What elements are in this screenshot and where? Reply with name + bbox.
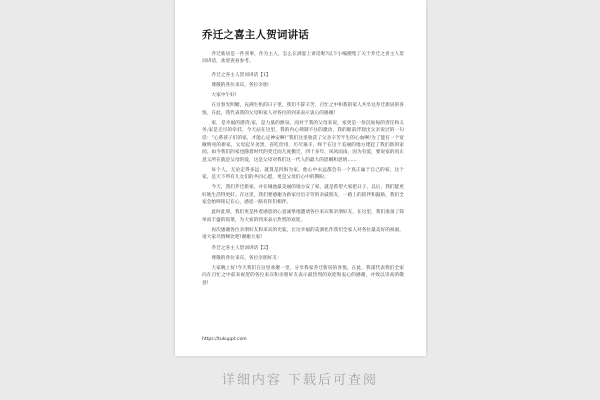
section-heading-1: 乔迁之喜主人贺词讲话【1】 [211,72,271,78]
download-prompt[interactable]: 详细内容 下载后可查阅 [221,372,379,388]
paragraph-intro: 乔迁新居是一件喜事，作为主人，怎么在酒宴上讲话呢?以下小编搜集了关于乔迁之喜主人贺词讲话，欢迎查看参考。 [202,52,404,65]
salutation: 尊敬的各位来宾，各位亲朋： [211,82,273,88]
document-title: 乔迁之喜主人贺词讲话 [202,29,309,41]
paragraph: 此时此刻，我们更是怀着感恩的心意诚挚地邀请各位来宾和亲朋好友，在这里，我们准备了简单而丰盛的饭菜，为大家的到来表示热烈的欢迎。 [202,210,404,223]
salutation: 尊敬的各位来宾，各位亲朋好友： [211,255,282,261]
footer-url: https://tukuppt.com [202,337,247,342]
paragraph: 家，是幸福的港湾;家，是力量的源泉。而对于我的父母来说，家更是一份沉甸甸的责任和义务;家是无尽的牵挂。今天站在这里，我的内心抑制不住的激动，我的眼前浮现出父亲说过的一句话：“心系孩子们的家，才能心定神安啊!”我们这里收获了父亲辛苦半生的心血啊!为了能有一个宽敞明亮的新家，父母起早贪黑，省吃俭用，历尽艰辛，终于在这个美丽的地方建起了我们新的家园。如今我们的家也随着时代的变迁而几度搬迁，四十多年，风风雨雨，因为有爱，要说家的真正意义所在就是父母的爱，这是父母对我们这一代人的最大的恩赐和恩情…… [202,121,404,163]
paragraph: 大家晚上好!今天我们在这里欢聚一堂，分享我家乔迁新居的喜悦。在此，我谨代表我们全家向在百忙之中前来祝贺的各位来宾和亲朋好友表示最热烈的欢迎和衷心的感谢，并致以崇高的敬意! [202,266,404,286]
greeting: 大家中午好! [211,93,237,99]
download-banner [0,356,600,400]
paragraph: 今天，我们乔迁新家，并在城池最美丽的地方安了家，就是希望大家把日子，以后，我们能更好地生活得更好。在这里，我们要感谢为新家付出辛劳的亲戚朋友，一路上的陪伴和鼓励，我们全家会始终铭记在心，感恩一路有你们相伴。 [202,185,404,206]
paragraph: 每个人，无论走得多远，就算是四海为家，他心中永远都会有一个真正属于自己的家，这个家，是天下所有儿女们的共同心愿，更是父母们心中的期盼。 [202,167,404,181]
document-page [175,0,426,356]
paragraph: 在这春光明媚，充满生机的日子里，我们不辞辛苦，百忙之中和我的家人共享这乔迁新居的喜悦。在此，我代表我的父母和家人对各位的到来表示衷心的感谢! [202,103,404,116]
section-heading-2: 乔迁之喜主人贺词讲话【2】 [211,245,271,251]
paragraph: 再次感谢各位亲朋好友和来宾的光临，让这幸福的美酒化作我们全家人对各位最美好的祝福，请大家尽情畅饮吧!谢谢大家! [202,227,404,241]
